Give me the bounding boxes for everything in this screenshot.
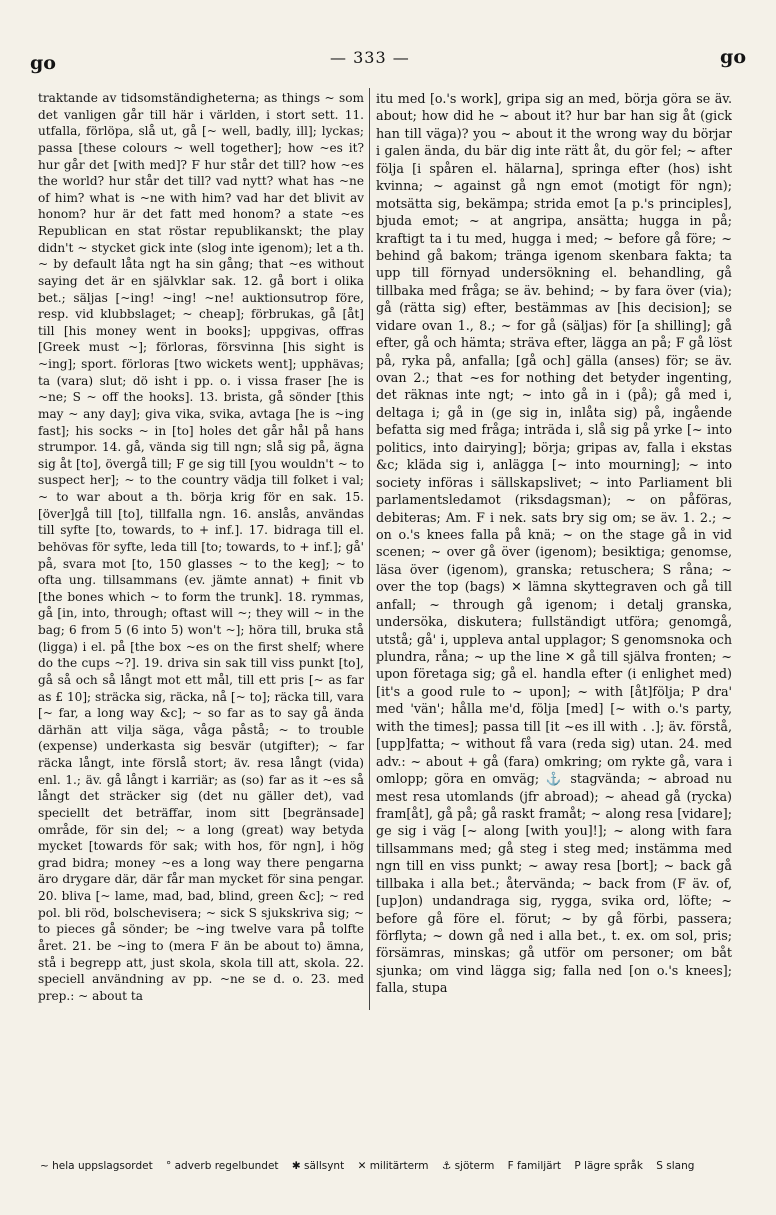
legend-item: S slang — [656, 1160, 695, 1172]
header-right-word: go — [720, 46, 746, 68]
legend-item: ✱ sällsynt — [291, 1160, 345, 1172]
page-header — [30, 44, 746, 74]
right-column — [376, 90, 732, 1010]
legend-item: ~ hela uppslagsordet — [40, 1160, 153, 1172]
legend-item: P lägre språk — [574, 1160, 643, 1172]
legend-item: ✕ militärterm — [357, 1160, 429, 1172]
right-column-text: itu med [o.'s work], gripa sig an med, börja göra se äv. about; how did he ~ about it? hur bar han sig åt (gick han till väga)? you ~ about it the wrong way du börjar i galen ända, du bär dig inte rätt åt, du gör fel; ~ after följa [i spåren el. hälarna], springa efter (hos) isht kvinna; ~ against gå ngn emot (motigt för ngn); motsätta sig, bekämpa; strida emot [a p.'s principles], bjuda emot; ~ at angripa, ansätta; hugga in på; kraftigt ta i tu med, hugga i med; ~ before gå före; ~ behind gå bakom; tränga igenom skenbara fakta; ta upp till förnyad undersökning el. behandling, gå tillbaka med fråga; se äv. behind; ~ by fara över (via); gå (rätta sig) efter, bestämmas av [his decision]; se vidare ovan 1., 8.; ~ for gå (säljas) för [a shilling]; gå efter, gå och hämta; sträva efter, lägga an på; F gå löst på, ryka på, anfalla; [gå och] gälla (anses) för; se äv. ovan 2.; that ~es for nothing det betyder ingenting, det räknas inte ngt; ~ into gå in i (på); gå med i, deltaga i; gå in (ge sig in, inlåta sig) på, ingående befatta sig med fråga; inträda i, slå sig på yrke [~ into politics, into dairying]; börja; gripas av, falla i ekstas &c; kläda sig i, anlägga [~ into mourning]; ~ into society införas i sällskapslivet; ~ into Parliament bli parlamentsledamot (riksdagsman); ~ on påföras, debiteras; Am. F i nek. sats bry sig om; se äv. 1. 2.; ~ on o.'s knees falla på knä; ~ on the stage gå in vid scenen; ~ over gå över (igenom); besiktiga; genomse, läsa över (igenom), granska; retuschera; S råna; ~ over the top (bags) ✕ lämna skyttegraven och gå till anfall; ~ through gå igenom; i detalj granska, undersöka, diskutera; fullständigt utföra; genomgå, utstå; gå' i, uppleva antal upplagor; S genomsnoka och plundra, råna; ~ up the line ✕ gå till själva fronten; ~ upon företaga sig; gå el. handla efter (i enlighet med) [it's a good rule to ~ upon]; ~ with [åt]följa; P dra' med 'vän'; hålla me'd, följa [med] [~ with o.'s party, with the times]; passa till [it ~es ill with . .]; äv. förstå, [upp]fatta; ~ without få vara (reda sig) utan. 24. med adv.: ~ about + gå (fara) omkring; om rykte gå, vara i omlopp; göra en omväg; ⚓ stagvända; ~ abroad nu mest resa utomlands (jfr abroad); ~ ahead gå (rycka) fram[åt], gå på; gå raskt framåt; ~ along resa [vidare]; ge sig i väg [~ along [with you]!]; ~ along with fara tillsammans med; gå steg i steg med; instämma med ngn till en viss punkt; ~ away resa [bort]; ~ back gå tillbaka i alla bet.; återvända; ~ back from (F äv. of, [up]on) undandraga sig, rygga, svika ord, löfte; ~ before gå före el. förut; ~ by gå förbi, passera; förflyta; ~ down gå ned i alla bet., t. ex. om sol, pris; försämras, minskas; gå utför om personer; om båt sjunka; om vind lägga sig; falla ned [on o.'s knees]; falla, stupa — [376, 91, 732, 996]
header-left-word: go — [30, 52, 56, 74]
page-number: — 333 — — [330, 48, 410, 67]
left-column — [38, 90, 364, 1010]
legend-item: ° adverb regelbundet — [166, 1160, 279, 1172]
column-divider — [369, 88, 370, 1010]
left-column-text: traktande av tidsomständigheterna; as things ~ som det vanligen går till här i världen, i stort sett. 11. utfalla, förlöpa, slå ut, gå [~ well, badly, ill]; lyckas; passa [these colours ~ well together]; how ~es it? hur går det [with med]? F hur står det till? how ~es the world? hur står det till? vad nytt? what has ~ne of him? what is ~ne with him? vad har det blivit av honom? hur är det fatt med honom? a state ~es Republican en stat röstar republikanskt; the play didn't ~ stycket gick inte (slog inte igenom); let a th. ~ by default låta ngt ha sin gång; that ~es without saying det är en självklar sak. 12. gå bort i olika bet.; säljas [~ing! ~ing! ~ne! auktionsutrop före, resp. vid klubbslaget; ~ cheap]; förbrukas, gå [åt] till [his money went in books]; uppgivas, offras [Greek must ~]; förloras, försvinna [his sight is ~ing]; sport. förloras [two wickets went]; upphävas; ta (vara) slut; dö isht i pp. o. i vissa fraser [he is ~ne; S ~ off the hooks]. 13. brista, gå sönder [this may ~ any day]; giva vika, svika, avtaga [he is ~ing fast]; his socks ~ in [to] holes det går hål på hans strumpor. 14. gå, vända sig till ngn; slå sig på, ägna sig åt [to], övergå till; F ge sig till [you wouldn't ~ to suspect her]; ~ to the country vädja till folket i val; ~ to war about a th. börja krig för en sak. 15. [över]gå till [to], tillfalla ngn. 16. anslås, användas till syfte [to, towards, to + inf.]. 17. bidraga till el. behövas för syfte, leda till [to; towards, to + inf.]; gå' på, svara mot [to, 150 glasses ~ to the keg]; ~ to ofta ung. tillsammans (ev. jämte annat) + finit vb [the bones which ~ to form the trunk]. 18. rymmas, gå [in, into, through; oftast will ~; they will ~ in the bag; 6 from 5 (6 into 5) won't ~]; höra till, bruka stå (ligga) i el. på [the box ~es on the first shelf; where do the cups ~?]. 19. driva sin sak till viss punkt [to], gå så och så långt mot ett mål, till ett pris [~ as far as £ 10]; sträcka sig, räcka, nå [~ to]; räcka till, vara [~ far, a long way &c]; ~ so far as to say gå ända därhän att vilja säga, våga påstå; ~ to trouble (expense) underkasta sig besvär (utgifter); ~ far räcka långt, inte förslå stort; äv. resa långt (vida) enl. 1.; äv. gå långt i karriär; as (so) far as it ~es så långt det sträcker sig (det nu gäller det), vad speciellt det beträffar, inom sitt [begränsade] område, för sin del; ~ a long (great) way betyda mycket [towards för sak; with hos, för ngn], i hög grad bidra; money ~es a long way there pengarna äro drygare där, där får man mycket för sina pengar. 20. bliva [~ lame, mad, bad, blind, green &c]; ~ red pol. bli röd, bolschevisera; ~ sick S sjukskriva sig; ~ to pieces gå sönder; be ~ing twelve vara på tolfte året. 21. be ~ing to (mera F än be about to) ämna, stå i begrepp att, just skola, skola till att, skola. 22. speciell användning av pp. ~ne se d. o. 23. med prep.: ~ about ta — [38, 91, 364, 1003]
legend-item: ⚓ sjöterm — [441, 1160, 495, 1172]
legend-item: F familjärt — [507, 1160, 562, 1172]
legend-footer — [40, 1160, 740, 1172]
